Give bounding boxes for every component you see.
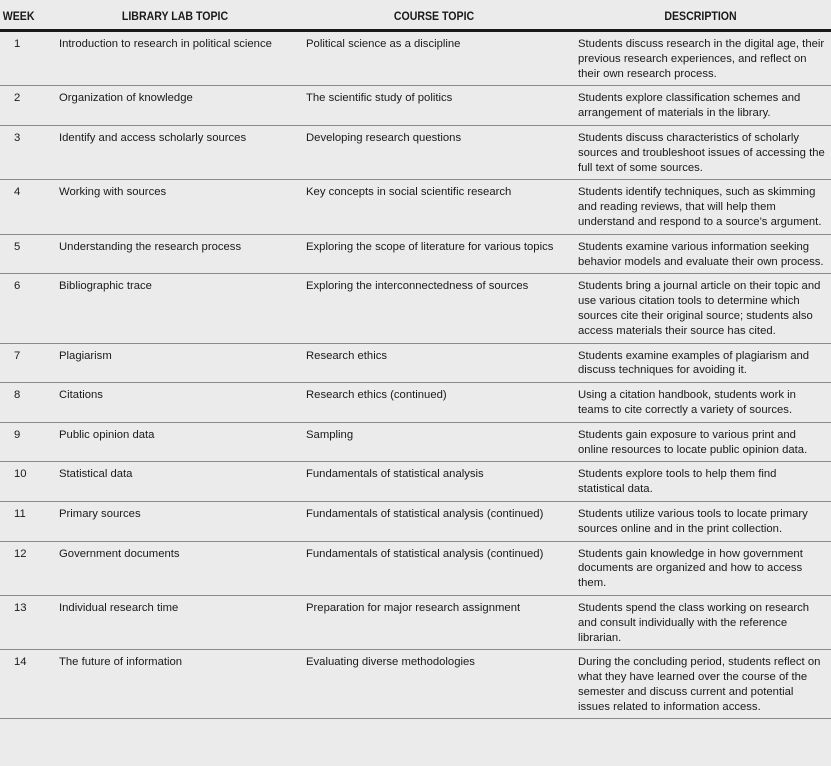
table-row <box>0 422 831 462</box>
cell-week: 3 <box>0 125 52 179</box>
cell-course-topic: Exploring the scope of literature for various topics <box>298 234 570 274</box>
cell-description: Students spend the class working on research and consult individually with the reference librarian. <box>570 595 831 649</box>
cell-library-lab-topic: Introduction to research in political science <box>52 31 298 86</box>
cell-description: Students discuss research in the digital age, their previous research experiences, and reflect on their own research process. <box>570 31 831 86</box>
cell-library-lab-topic: Working with sources <box>52 180 298 234</box>
cell-week: 7 <box>0 343 52 383</box>
cell-course-topic: Preparation for major research assignment <box>298 595 570 649</box>
cell-description: Using a citation handbook, students work in teams to cite correctly a variety of sources. <box>570 383 831 423</box>
cell-course-topic: Fundamentals of statistical analysis (continued) <box>298 501 570 541</box>
table-row <box>0 234 831 274</box>
cell-library-lab-topic: Individual research time <box>52 595 298 649</box>
cell-description: Students examine examples of plagiarism and discuss techniques for avoiding it. <box>570 343 831 383</box>
cell-course-topic: Evaluating diverse methodologies <box>298 650 570 719</box>
table-row <box>0 383 831 423</box>
cell-course-topic: Research ethics <box>298 343 570 383</box>
cell-description: During the concluding period, students reflect on what they have learned over the course of the semester and discuss current and potential issues related to information access. <box>570 650 831 719</box>
cell-description: Students explore classification schemes and arrangement of materials in the library. <box>570 86 831 126</box>
cell-library-lab-topic: Identify and access scholarly sources <box>52 125 298 179</box>
cell-description: Students explore tools to help them find statistical data. <box>570 462 831 502</box>
table-row <box>0 86 831 126</box>
cell-description: Students identify techniques, such as skimming and reading reviews, that will help them understand and respond to a source’s argument. <box>570 180 831 234</box>
cell-course-topic: The scientific study of politics <box>298 86 570 126</box>
cell-description: Students discuss characteristics of scholarly sources and troubleshoot issues of accessing the full text of some sources. <box>570 125 831 179</box>
cell-description: Students gain knowledge in how government documents are organized and how to access them. <box>570 541 831 595</box>
header-library-lab-topic: LIBRARY LAB TOPIC <box>62 0 288 31</box>
table-row <box>0 125 831 179</box>
table-row <box>0 180 831 234</box>
table-row <box>0 274 831 343</box>
table-row <box>0 31 831 86</box>
cell-description: Students gain exposure to various print and online resources to locate public opinion data. <box>570 422 831 462</box>
cell-library-lab-topic: Statistical data <box>52 462 298 502</box>
header-course-topic: COURSE TOPIC <box>309 0 559 31</box>
table-row <box>0 501 831 541</box>
table-body <box>0 31 831 719</box>
cell-course-topic: Fundamentals of statistical analysis (continued) <box>298 541 570 595</box>
cell-week: 13 <box>0 595 52 649</box>
cell-week: 10 <box>0 462 52 502</box>
cell-course-topic: Sampling <box>298 422 570 462</box>
table-row <box>0 541 831 595</box>
cell-library-lab-topic: Bibliographic trace <box>52 274 298 343</box>
cell-week: 8 <box>0 383 52 423</box>
table-row <box>0 595 831 649</box>
header-week: WEEK <box>0 0 48 31</box>
cell-course-topic: Research ethics (continued) <box>298 383 570 423</box>
cell-description: Students bring a journal article on their topic and use various citation tools to determine which sources cite their original source; students also access materials their source has cited. <box>570 274 831 343</box>
cell-week: 9 <box>0 422 52 462</box>
header-row <box>0 0 831 31</box>
cell-week: 6 <box>0 274 52 343</box>
cell-course-topic: Key concepts in social scientific research <box>298 180 570 234</box>
cell-description: Students utilize various tools to locate primary sources online and in the print collection. <box>570 501 831 541</box>
cell-library-lab-topic: Plagiarism <box>52 343 298 383</box>
cell-description: Students examine various information seeking behavior models and evaluate their own process. <box>570 234 831 274</box>
cell-library-lab-topic: The future of information <box>52 650 298 719</box>
cell-week: 11 <box>0 501 52 541</box>
cell-course-topic: Political science as a discipline <box>298 31 570 86</box>
cell-week: 5 <box>0 234 52 274</box>
table-row <box>0 343 831 383</box>
cell-library-lab-topic: Organization of knowledge <box>52 86 298 126</box>
cell-library-lab-topic: Citations <box>52 383 298 423</box>
table-row <box>0 650 831 719</box>
header-description: DESCRIPTION <box>580 0 820 31</box>
cell-course-topic: Fundamentals of statistical analysis <box>298 462 570 502</box>
cell-library-lab-topic: Understanding the research process <box>52 234 298 274</box>
cell-course-topic: Developing research questions <box>298 125 570 179</box>
cell-week: 4 <box>0 180 52 234</box>
cell-course-topic: Exploring the interconnectedness of sources <box>298 274 570 343</box>
table-header <box>0 0 831 31</box>
cell-library-lab-topic: Government documents <box>52 541 298 595</box>
cell-library-lab-topic: Primary sources <box>52 501 298 541</box>
cell-week: 2 <box>0 86 52 126</box>
cell-week: 1 <box>0 31 52 86</box>
cell-week: 14 <box>0 650 52 719</box>
cell-library-lab-topic: Public opinion data <box>52 422 298 462</box>
cell-week: 12 <box>0 541 52 595</box>
table-row <box>0 462 831 502</box>
